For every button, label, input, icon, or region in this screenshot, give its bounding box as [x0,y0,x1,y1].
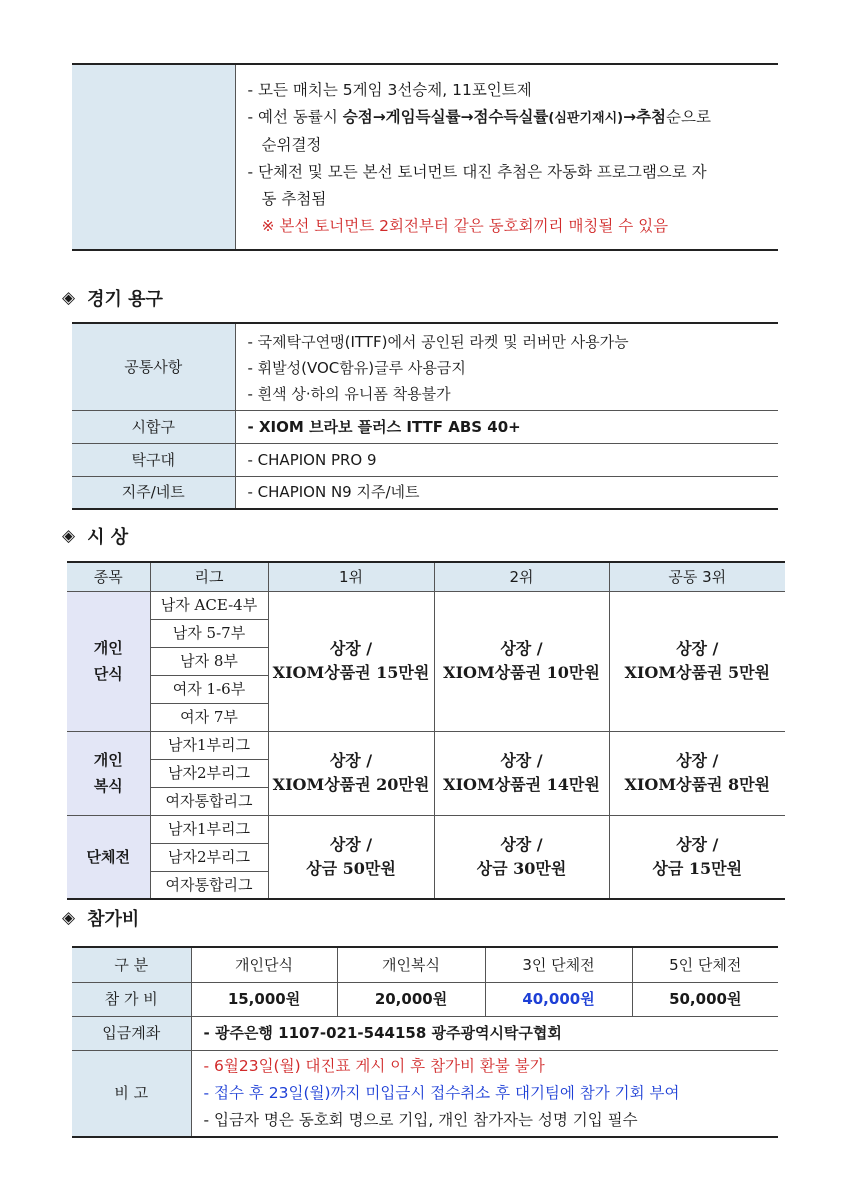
rule-line-1: - 모든 매치는 5게임 3선승제, 11포인트제 [247,81,532,99]
rule-warning: ※ 본선 토너먼트 2회전부터 같은 동호회끼리 매칭될 수 있음 [261,217,669,235]
fees-value-singles: 15,000원 [191,982,337,1016]
awards-league: 남자2부리그 [150,759,268,787]
fees-account-value [191,1016,778,1050]
fees-notes-label: 비 고 [72,1050,191,1137]
prize-line: 상금 30만원 [476,858,567,878]
fees-notes [191,1050,778,1137]
equipment-heading-text: 경기 용구 [87,289,163,310]
awards-league: 남자 8부 [150,647,268,675]
awards-heading [62,523,128,549]
awards-prize-doubles-first [268,731,434,815]
fees-heading [62,905,139,931]
prize-line: 상금 50만원 [306,858,396,878]
rule-line-2-prefix: - 예선 동률시 [247,108,343,126]
awards-prize-doubles-third [609,731,785,815]
prize-line: 상장 / [500,751,543,770]
awards-league: 남자2부리그 [150,843,268,871]
awards-league: 여자통합리그 [150,787,268,815]
prize-line: 상장 / [676,751,719,770]
rules-table [72,63,778,251]
awards-event-singles [67,591,150,731]
rule-line-3-cont: 동 추첨됨 [261,190,327,208]
fees-value-team3: 40,000원 [485,982,632,1016]
prize-line: XIOM상품권 20만원 [272,775,430,794]
fees-col-singles: 개인단식 [191,947,337,982]
awards-league: 여자통합리그 [150,871,268,899]
fees-heading-text: 참가비 [87,909,140,930]
awards-event-doubles [67,731,150,815]
equipment-table-label: 탁구대 [72,443,235,476]
awards-prize-singles-second [434,591,609,731]
awards-prize-singles-third [609,591,785,731]
diamond-icon: ◈ [62,526,76,546]
fees-col-team5: 5인 단체전 [632,947,778,982]
fees-account-label: 입금계좌 [72,1016,191,1050]
awards-event-singles-line1: 개인 [93,639,123,657]
fees-note-deadline: - 접수 후 23일(월)까지 미입금시 접수취소 후 대기팀에 참가 기회 부여 [203,1083,680,1102]
diamond-icon: ◈ [62,908,76,928]
rule-tiebreak-lottery: →추첨 [623,108,667,126]
prize-line: XIOM상품권 5만원 [624,663,771,682]
awards-league: 여자 7부 [150,703,268,731]
rules-content-cell [235,64,778,250]
awards-header-event: 종목 [67,562,150,591]
prize-line: 상장 / [329,751,373,770]
awards-prize-team-first [268,815,434,899]
awards-prize-team-second [434,815,609,899]
awards-table [67,561,785,900]
awards-event-doubles-line2: 복식 [93,777,123,795]
awards-league: 여자 1-6부 [150,675,268,703]
awards-event-singles-line2: 단식 [93,665,123,683]
equipment-common-items [235,323,778,410]
fees-col-doubles: 개인복식 [337,947,485,982]
awards-header-second: 2위 [434,562,609,591]
rule-line-2 [236,104,779,132]
rule-line-3: - 단체전 및 모든 본선 토너먼트 대진 추첨은 자동화 프로그램으로 자 [247,163,707,181]
prize-line: 상장 / [329,639,373,658]
equipment-common-item-2: - 휘발성(VOC함유)글루 사용금지 [247,358,466,377]
equipment-net-label: 지주/네트 [72,476,235,509]
fees-fee-label: 참 가 비 [72,982,191,1016]
rule-tiebreak-suffix: 순으로 [666,108,711,126]
awards-prize-team-third [609,815,785,899]
equipment-common-item-1: - 국제탁구연맹(ITTF)에서 공인된 라켓 및 러버만 사용가능 [247,332,629,351]
fees-note-refund: - 6월23일(월) 대진표 게시 이 후 참가비 환불 불가 [203,1056,545,1075]
awards-league: 남자 ACE-4부 [150,591,268,619]
awards-league: 남자1부리그 [150,731,268,759]
awards-league: 남자1부리그 [150,815,268,843]
equipment-table [72,322,778,510]
prize-line: 상장 / [676,639,719,658]
rule-line-2-cont: 순위결정 [261,136,322,154]
awards-event-doubles-line1: 개인 [93,751,123,769]
fees-value-team5: 50,000원 [632,982,778,1016]
equipment-table-value [235,443,778,476]
awards-header-first: 1위 [268,562,434,591]
prize-line: 상장 / [329,834,373,854]
prize-line: 상장 / [500,834,543,854]
prize-line: XIOM상품권 14만원 [443,775,600,794]
equipment-net-text: - CHAPION N9 지주/네트 [247,483,420,502]
rule-tiebreak-order: 승점→게임득실률→점수득실률 [342,108,549,126]
equipment-ball-label: 시합구 [72,410,235,443]
prize-line: 상장 / [676,834,719,854]
prize-line: 상금 15만원 [652,858,743,878]
prize-line: XIOM상품권 10만원 [443,663,600,682]
fees-value-doubles: 20,000원 [337,982,485,1016]
rule-tiebreak-note: (심판기재시) [548,111,624,126]
equipment-net-value [235,476,778,509]
fees-col-team3: 3인 단체전 [485,947,632,982]
prize-line: XIOM상품권 8만원 [624,775,771,794]
awards-event-team [67,815,150,899]
equipment-heading [62,285,163,311]
awards-prize-singles-first [268,591,434,731]
awards-header-league: 리그 [150,562,268,591]
awards-heading-text: 시 상 [87,527,129,548]
fees-note-depositor: - 입금자 명은 동호회 명으로 기입, 개인 참가자는 성명 기입 필수 [203,1110,638,1129]
equipment-common-label: 공통사항 [72,323,235,410]
fees-header-label: 구 분 [72,947,191,982]
fees-account-text: - 광주은행 1107-021-544158 광주광역시탁구협회 [203,1024,562,1042]
awards-event-team-line1: 단체전 [86,847,130,866]
prize-line: XIOM상품권 15만원 [272,663,430,682]
awards-prize-doubles-second [434,731,609,815]
fees-table [72,946,778,1138]
equipment-ball-text: - XIOM 브라보 플러스 ITTF ABS 40+ [247,417,521,436]
rules-label-cell [72,64,235,250]
awards-league: 남자 5-7부 [150,619,268,647]
equipment-table-text: - CHAPION PRO 9 [247,450,377,469]
equipment-common-item-3: - 흰색 상·하의 유니폼 착용불가 [247,384,451,403]
diamond-icon: ◈ [62,288,76,308]
awards-header-third: 공동 3위 [609,562,785,591]
prize-line: 상장 / [500,639,543,658]
equipment-ball-value [235,410,778,443]
